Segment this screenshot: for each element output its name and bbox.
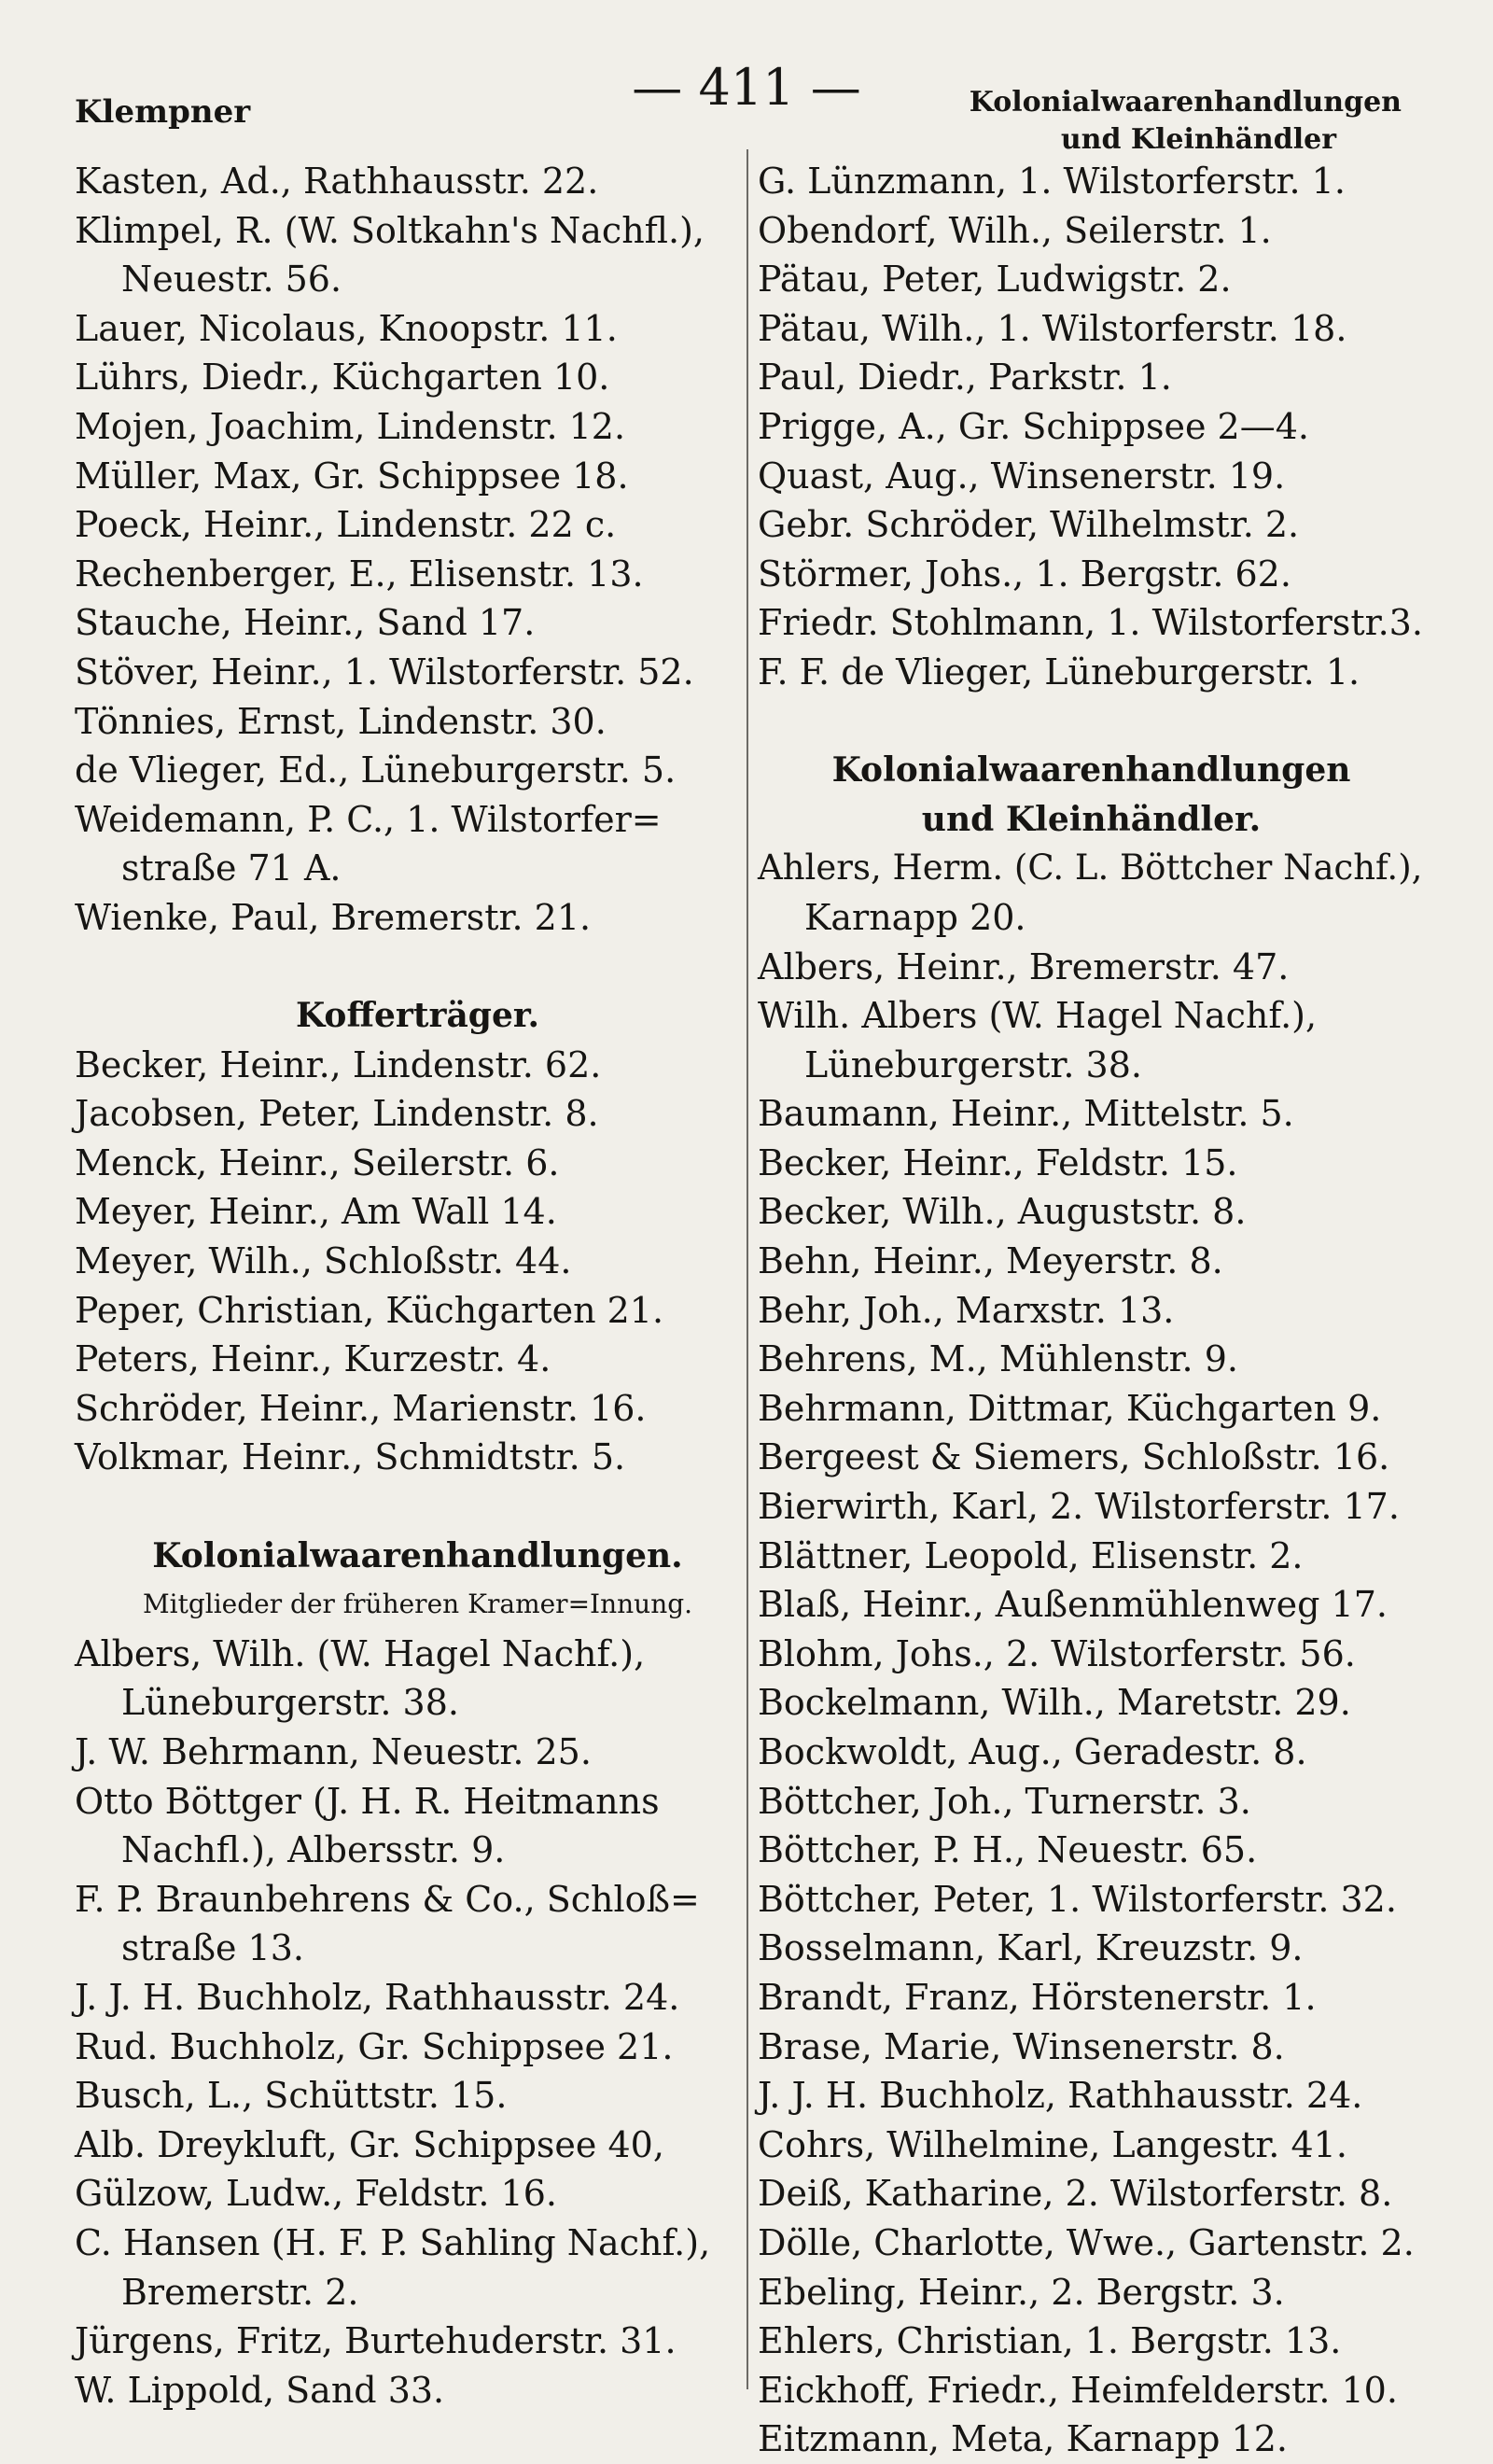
directory-entry: F. P. Braunbehrens & Co., Schloß= [75,1878,700,1920]
directory-entry: Blaß, Heinr., Außenmühlenweg 17. [758,1584,1388,1626]
directory-entry-continuation: Nachfl.), Albersstr. 9. [121,1829,506,1871]
directory-entry: Kasten, Ad., Rathhausstr. 22. [75,161,599,202]
running-head-left: Klempner [75,93,251,131]
directory-entry: Behn, Heinr., Meyerstr. 8. [758,1240,1223,1282]
directory-entry: Obendorf, Wilh., Seilerstr. 1. [758,209,1272,251]
directory-entry-continuation: straße 13. [121,1927,304,1969]
directory-entry: Müller, Max, Gr. Schippsee 18. [75,455,629,497]
directory-entry: Stöver, Heinr., 1. Wilstorferstr. 52. [75,651,694,693]
directory-entry: Otto Böttger (J. H. R. Heitmanns [75,1780,660,1822]
directory-entry: J. W. Behrmann, Neuestr. 25. [75,1731,592,1772]
directory-entry: Busch, L., Schüttstr. 15. [75,2075,508,2117]
directory-entry: Bergeest & Siemers, Schloßstr. 16. [758,1436,1390,1478]
running-head-right-line1: Kolonialwaarenhandlungen [969,86,1402,119]
directory-entry: Cohrs, Wilhelmine, Langestr. 41. [758,2123,1347,2165]
directory-entry: Mojen, Joachim, Lindenstr. 12. [75,405,626,447]
directory-entry: Peper, Christian, Küchgarten 21. [75,1289,664,1331]
directory-entry: Weidemann, P. C., 1. Wilstorfer= [75,798,662,840]
directory-entry: G. Lünzmann, 1. Wilstorferstr. 1. [758,161,1346,202]
directory-entry: Albers, Heinr., Bremerstr. 47. [758,945,1290,987]
directory-entry: Behr, Joh., Marxstr. 13. [758,1289,1175,1331]
directory-entry: de Vlieger, Ed., Lüneburgerstr. 5. [75,749,677,791]
directory-entry: Baumann, Heinr., Mittelstr. 5. [758,1093,1294,1135]
directory-entry: F. F. de Vlieger, Lüneburgerstr. 1. [758,651,1360,693]
directory-entry: Jürgens, Fritz, Burtehuderstr. 31. [75,2320,677,2362]
section-heading-kolonialwaaren: Kolonialwaarenhandlungen. [152,1535,683,1575]
section-heading-kofferträger: Kofferträger. [295,996,540,1036]
directory-entry: Lührs, Diedr., Küchgarten 10. [75,357,610,399]
directory-entry: Becker, Heinr., Lindenstr. 62. [75,1043,602,1085]
directory-entry: Schröder, Heinr., Marienstr. 16. [75,1387,647,1429]
left-column [75,157,760,2415]
section-heading-kolonialwaaren-kleinhaendler: Kolonialwaarenhandlungen [831,750,1351,791]
directory-entry: Behrens, M., Mühlenstr. 9. [758,1338,1238,1380]
directory-entry: Meyer, Wilh., Schloßstr. 44. [75,1240,572,1282]
running-head-right [970,84,1402,159]
section-spacer [75,943,760,992]
directory-entry: Pätau, Peter, Ludwigstr. 2. [758,259,1232,301]
directory-entry: Becker, Heinr., Feldstr. 15. [758,1141,1238,1183]
directory-entry-continuation: Lüneburgerstr. 38. [804,1043,1142,1085]
directory-entry: Bierwirth, Karl, 2. Wilstorferstr. 17. [758,1486,1400,1528]
directory-entry: Gebr. Schröder, Wilhelmstr. 2. [758,504,1300,546]
section-subheading: Mitglieder der früheren Kramer=Innung. [142,1589,693,1620]
directory-entry: Wienke, Paul, Bremerstr. 21. [75,896,592,938]
directory-entry: Wilh. Albers (W. Hagel Nachf.), [758,995,1318,1037]
directory-entry: Meyer, Heinr., Am Wall 14. [75,1191,557,1233]
right-column [758,157,1425,2464]
directory-entry: W. Lippold, Sand 33. [75,2369,445,2411]
directory-entry: Stauche, Heinr., Sand 17. [75,602,536,644]
page-number: — 411 — [632,58,861,117]
directory-entry: C. Hansen (H. F. P. Sahling Nachf.), [75,2221,711,2263]
directory-entry: Rechenberger, E., Elisenstr. 13. [75,553,644,595]
directory-entry-continuation: Neuestr. 56. [121,259,342,301]
directory-entry: Bockelmann, Wilh., Maretstr. 29. [758,1682,1351,1724]
directory-entry-continuation: Karnapp 20. [804,896,1026,938]
directory-entry: J. J. H. Buchholz, Rathhausstr. 24. [758,2075,1363,2117]
directory-entry-continuation: straße 71 A. [121,847,342,889]
directory-entry: Tönnies, Ernst, Lindenstr. 30. [75,700,607,742]
directory-entry: Störmer, Johs., 1. Bergstr. 62. [758,553,1291,595]
directory-entry: Dölle, Charlotte, Wwe., Gartenstr. 2. [758,2221,1415,2263]
directory-entry: J. J. H. Buchholz, Rathhausstr. 24. [75,1976,680,2018]
directory-entry: Becker, Wilh., Auguststr. 8. [758,1191,1247,1233]
section-heading-kolonialwaaren-kleinhaendler-line2: und Kleinhändler. [921,799,1262,839]
directory-entry: Ahlers, Herm. (C. L. Böttcher Nachf.), [758,847,1423,889]
section-spacer [75,1482,760,1532]
directory-entry: Prigge, A., Gr. Schippsee 2—4. [758,405,1309,447]
directory-entry: Paul, Diedr., Parkstr. 1. [758,357,1172,399]
directory-entry: Klimpel, R. (W. Soltkahn's Nachfl.), [75,209,705,251]
directory-entry: Eickhoff, Friedr., Heimfelderstr. 10. [758,2369,1398,2411]
directory-entry: Behrmann, Dittmar, Küchgarten 9. [758,1387,1382,1429]
directory-entry: Gülzow, Ludw., Feldstr. 16. [75,2173,557,2215]
directory-entry: Volkmar, Heinr., Schmidtstr. 5. [75,1436,626,1478]
directory-entry: Blättner, Leopold, Elisenstr. 2. [758,1534,1304,1576]
directory-entry: Blohm, Johs., 2. Wilstorferstr. 56. [758,1632,1356,1674]
directory-entry: Böttcher, Peter, 1. Wilstorferstr. 32. [758,1878,1397,1920]
directory-entry: Friedr. Stohlmann, 1. Wilstorferstr.3. [758,602,1423,644]
directory-entry: Quast, Aug., Winsenerstr. 19. [758,455,1286,497]
section-spacer [758,697,1425,747]
directory-entry: Böttcher, Joh., Turnerstr. 3. [758,1780,1251,1822]
directory-entry: Albers, Wilh. (W. Hagel Nachf.), [75,1632,646,1674]
directory-entry-continuation: Bremerstr. 2. [121,2271,359,2313]
directory-entry: Ebeling, Heinr., 2. Bergstr. 3. [758,2271,1285,2313]
directory-entry: Ehlers, Christian, 1. Bergstr. 13. [758,2320,1342,2362]
directory-entry: Jacobsen, Peter, Lindenstr. 8. [75,1093,599,1135]
directory-entry: Alb. Dreykluft, Gr. Schippsee 40, [75,2123,664,2165]
directory-entry: Bosselmann, Karl, Kreuzstr. 9. [758,1927,1304,1969]
directory-entry: Brandt, Franz, Hörstenerstr. 1. [758,1976,1317,2018]
directory-entry: Lauer, Nicolaus, Knoopstr. 11. [75,307,618,349]
directory-entry: Poeck, Heinr., Lindenstr. 22 c. [75,504,617,546]
directory-entry: Peters, Heinr., Kurzestr. 4. [75,1338,551,1380]
directory-entry: Menck, Heinr., Seilerstr. 6. [75,1141,560,1183]
directory-entry: Rud. Buchholz, Gr. Schippsee 21. [75,2025,674,2067]
directory-entry: Böttcher, P. H., Neuestr. 65. [758,1829,1258,1871]
running-head-right-line2: und Kleinhändler [1060,123,1336,156]
directory-entry: Pätau, Wilh., 1. Wilstorferstr. 18. [758,307,1347,349]
directory-entry: Deiß, Katharine, 2. Wilstorferstr. 8. [758,2173,1393,2215]
directory-entry-continuation: Lüneburgerstr. 38. [121,1682,459,1724]
directory-entry: Bockwoldt, Aug., Geradestr. 8. [758,1731,1307,1772]
directory-entry: Brase, Marie, Winsenerstr. 8. [758,2025,1285,2067]
directory-entry: Eitzmann, Meta, Karnapp 12. [758,2418,1288,2460]
